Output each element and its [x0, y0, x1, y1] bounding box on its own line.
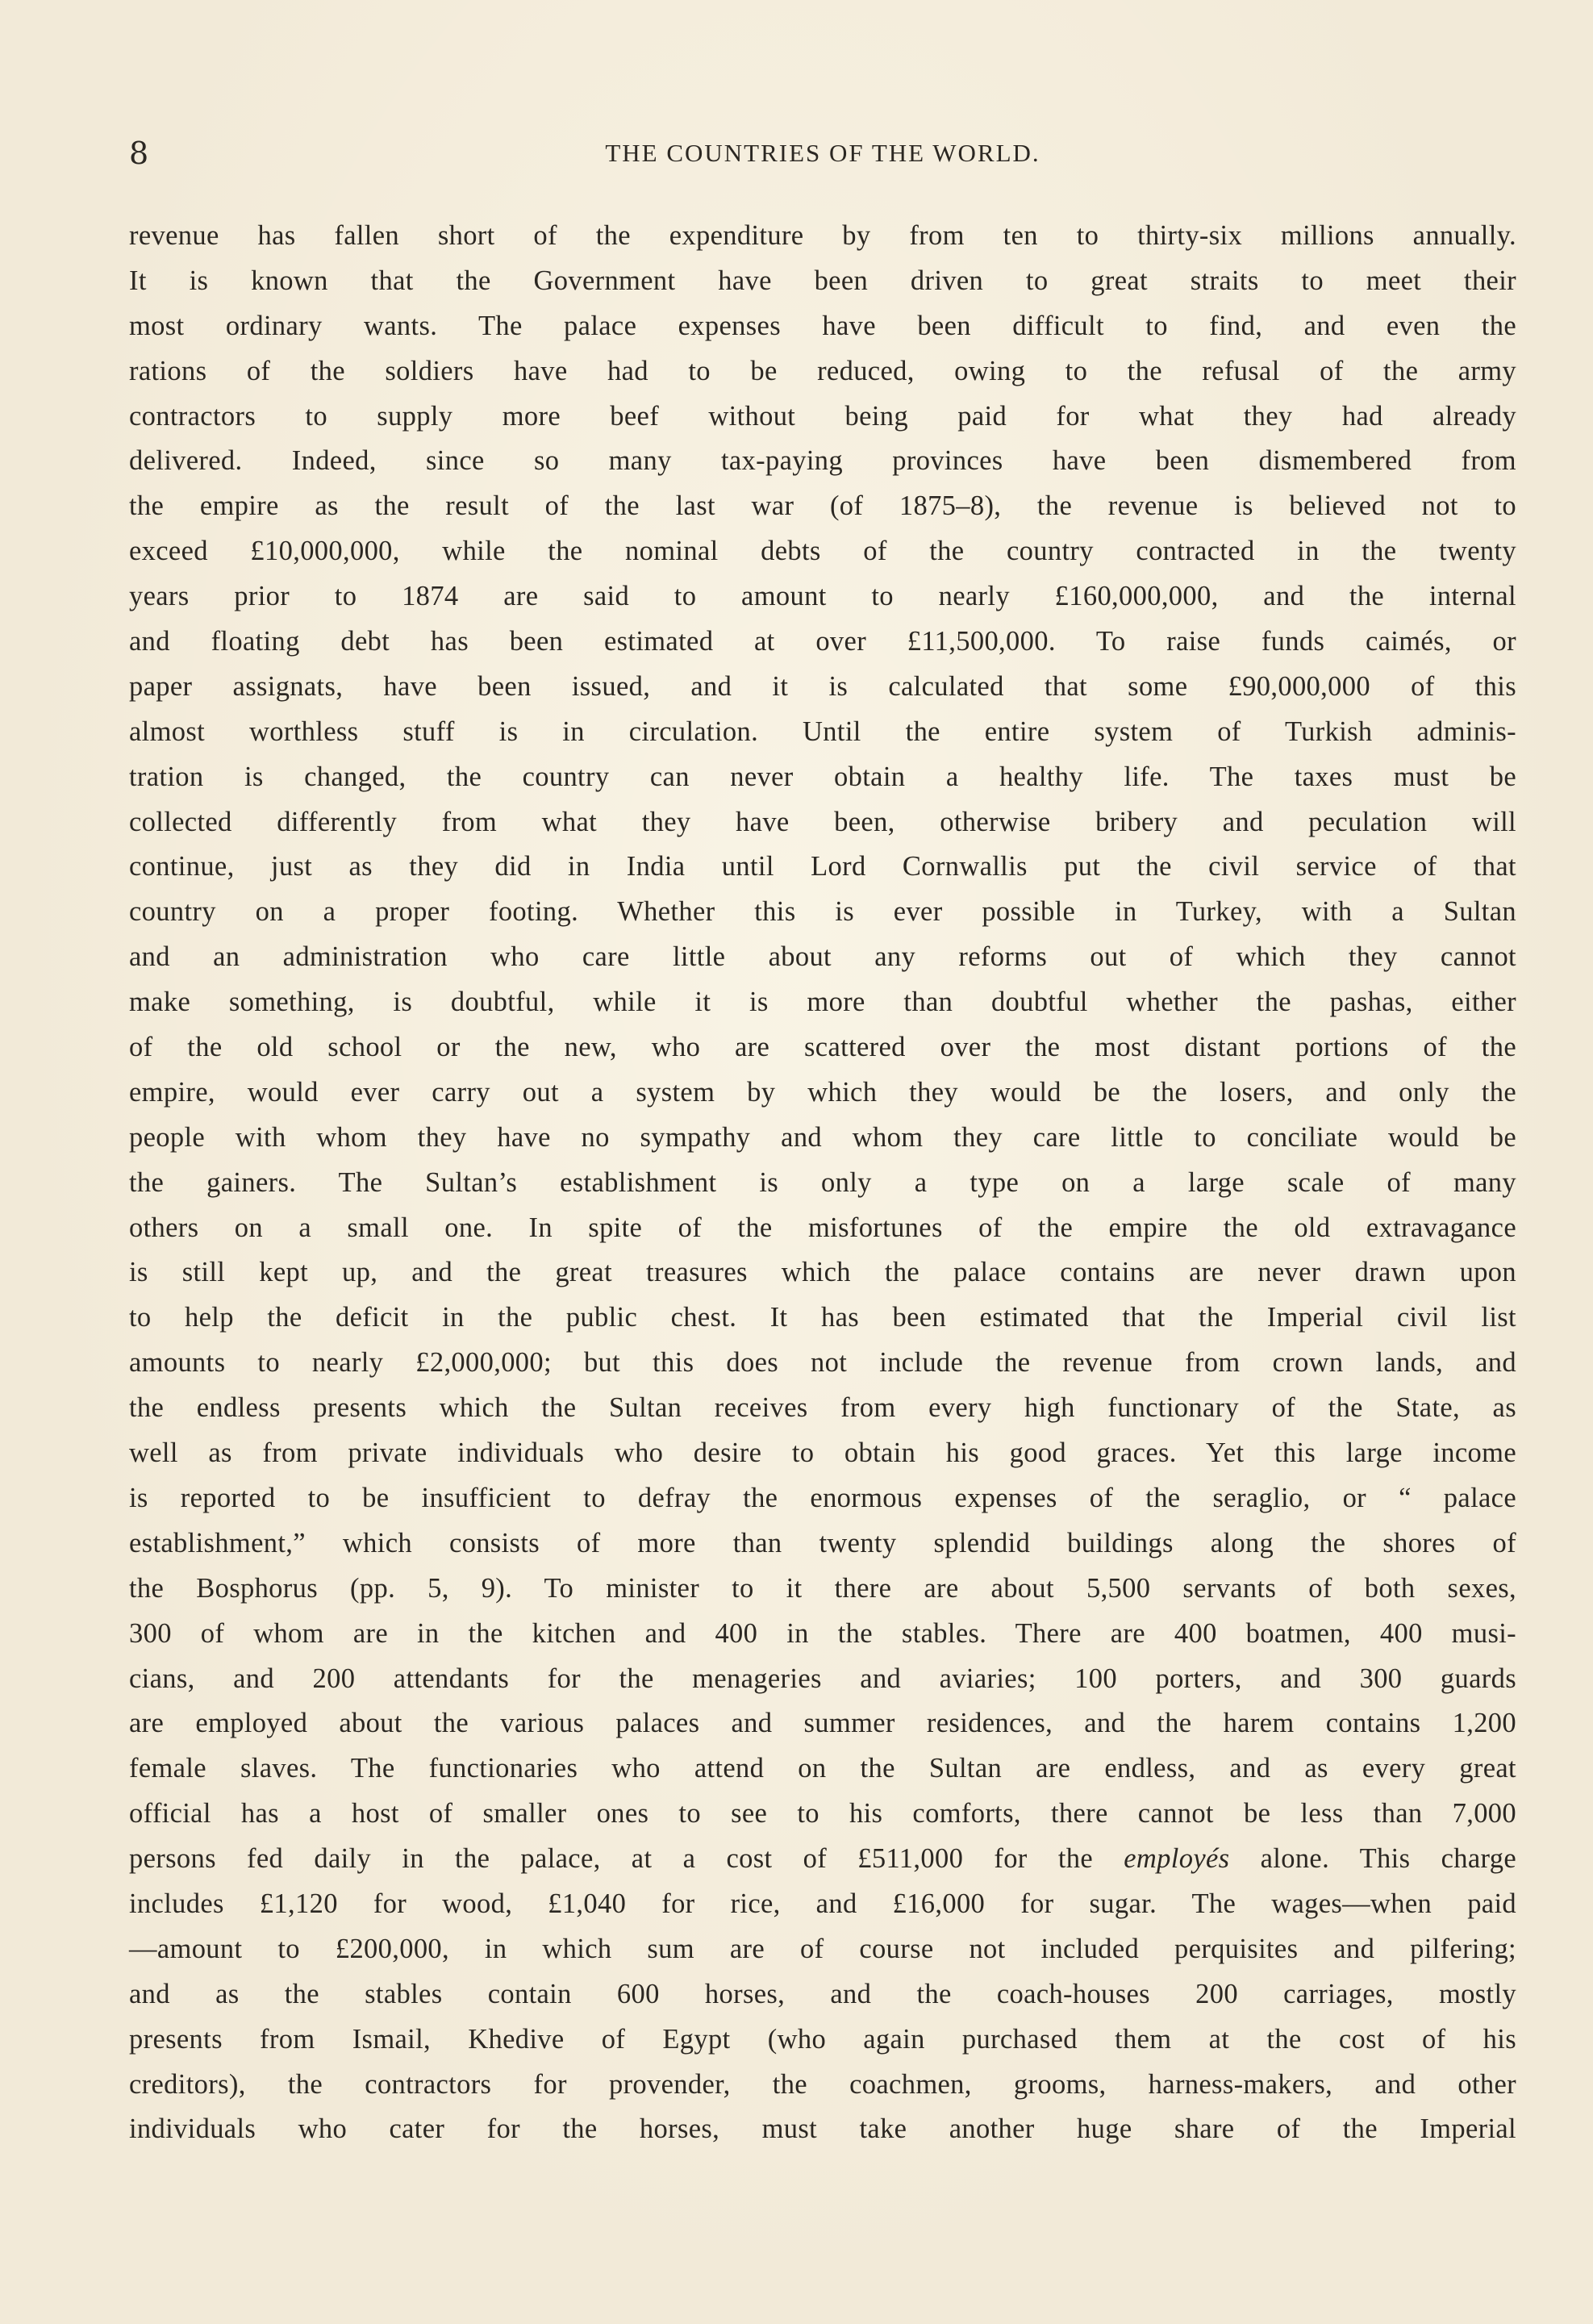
text-line: almost worthless stuff is in circulation. Until the entire system of Turkish adminis-: [129, 716, 1516, 747]
text-line: well as from private individuals who desire to obtain his good graces. Yet this large income: [129, 1437, 1516, 1469]
page-header: [129, 136, 1516, 176]
text-line: female slaves. The functionaries who attend on the Sultan are endless, and as every great: [129, 1753, 1516, 1784]
text-line: others on a small one. In spite of the misfortunes of the empire the old extravagance: [129, 1212, 1516, 1243]
running-title: THE COUNTRIES OF THE WORLD.: [605, 139, 1040, 167]
text-line: the Bosphorus (pp. 5, 9). To minister to it there are about 5,500 servants of both sexes,: [129, 1572, 1516, 1604]
text-line: and an administration who care little about any reforms out of which they cannot: [129, 941, 1516, 973]
text-line: creditors), the contractors for provender, the coachmen, grooms, harness-makers, and other: [129, 2068, 1516, 2100]
text-line: is still kept up, and the great treasures which the palace contains are never drawn upon: [129, 1257, 1516, 1288]
text-line: empire, would ever carry out a system by which they would be the losers, and only the: [129, 1076, 1516, 1108]
text-line: contractors to supply more beef without being paid for what they had already: [129, 400, 1516, 432]
text-line: most ordinary wants. The palace expenses have been difficult to find, and even the: [129, 310, 1516, 341]
text-line: years prior to 1874 are said to amount to nearly £160,000,000, and the internal: [129, 581, 1516, 612]
text-line: make something, is doubtful, while it is more than doubtful whether the pashas, either: [129, 987, 1516, 1018]
text-line: establishment,” which consists of more than twenty splendid buildings along the shores of: [129, 1527, 1516, 1558]
text-segment: alone. This charge: [1229, 1843, 1516, 1875]
text-line: exceed £10,000,000, while the nominal debts of the country contracted in the twenty: [129, 536, 1516, 567]
text-line: people with whom they have no sympathy and whom they care little to conciliate would be: [129, 1121, 1516, 1153]
text-line: 300 of whom are in the kitchen and 400 in the stables. There are 400 boatmen, 400 musi-: [129, 1617, 1516, 1649]
text-line: It is known that the Government have been driven to great straits to meet their: [129, 265, 1516, 296]
body-text: [129, 214, 1516, 2152]
text-line: tration is changed, the country can never obtain a healthy life. The taxes must be: [129, 761, 1516, 792]
text-line: rations of the soldiers have had to be reduced, owing to the refusal of the army: [129, 355, 1516, 386]
text-line: delivered. Indeed, since so many tax-paying provinces have been dismembered from: [129, 445, 1516, 477]
text-line: the empire as the result of the last war (of 1875–8), the revenue is believed not to: [129, 490, 1516, 522]
text-line: and floating debt has been estimated at over £11,500,000. To raise funds caimés, or: [129, 626, 1516, 657]
text-line: collected differently from what they have been, otherwise bribery and peculation will: [129, 806, 1516, 837]
text-line: of the old school or the new, who are scattered over the most distant portions of the: [129, 1032, 1516, 1063]
text-line: are employed about the various palaces and summer residences, and the harem contains 1,200: [129, 1708, 1516, 1739]
text-line: cians, and 200 attendants for the menageries and aviaries; 100 porters, and 300 guards: [129, 1663, 1516, 1694]
page-number: 8: [129, 136, 150, 171]
text-line: is reported to be insufficient to defray the enormous expenses of the seraglio, or “ palace: [129, 1482, 1516, 1513]
text-line: country on a proper footing. Whether this is ever possible in Turkey, with a Sultan: [129, 896, 1516, 928]
text-line: the endless presents which the Sultan receives from every high functionary of the State, as: [129, 1392, 1516, 1424]
text-line: paper assignats, have been issued, and it is calculated that some £90,000,000 of this: [129, 670, 1516, 702]
text-line: presents from Ismail, Khedive of Egypt (who again purchased them at the cost of his: [129, 2023, 1516, 2055]
text-line: official has a host of smaller ones to see to his comforts, there cannot be less than 7,000: [129, 1798, 1516, 1830]
text-line: continue, just as they did in India until Lord Cornwallis put the civil service of that: [129, 851, 1516, 882]
text-segment: persons fed daily in the palace, at a cost of £511,000 for the: [129, 1843, 1124, 1875]
italic-term: employés: [1124, 1843, 1230, 1875]
text-line: the gainers. The Sultan’s establishment is only a type on a large scale of many: [129, 1166, 1516, 1198]
text-line: [129, 1837, 1516, 1882]
text-line: revenue has fallen short of the expenditure by from ten to thirty-six millions annually.: [129, 220, 1516, 251]
text-line: and as the stables contain 600 horses, and the coach-houses 200 carriages, mostly: [129, 1978, 1516, 2009]
text-line: amounts to nearly £2,000,000; but this does not include the revenue from crown lands, and: [129, 1347, 1516, 1379]
text-line: includes £1,120 for wood, £1,040 for rice, and £16,000 for sugar. The wages—when paid: [129, 1888, 1516, 1919]
text-line: to help the deficit in the public chest. It has been estimated that the Imperial civil list: [129, 1302, 1516, 1333]
text-line: individuals who cater for the horses, must take another huge share of the Imperial: [129, 2113, 1516, 2145]
text-line: —amount to £200,000, in which sum are of course not included perquisites and pilfering;: [129, 1933, 1516, 1964]
